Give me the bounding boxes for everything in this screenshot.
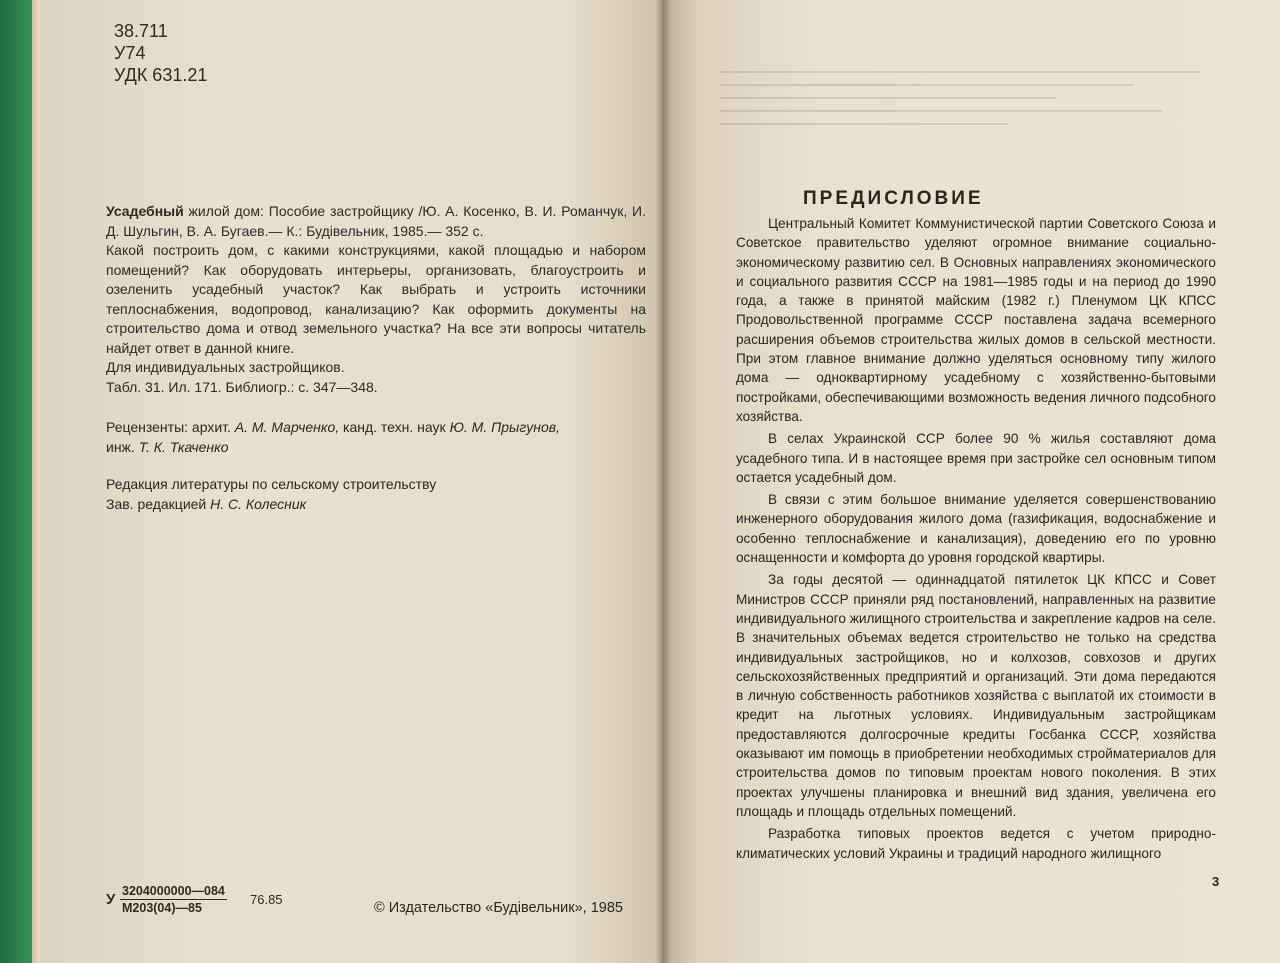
page-number: 3: [1212, 874, 1220, 889]
bibliographic-description: [106, 202, 646, 397]
index-code: 76.85: [250, 892, 283, 907]
reviewers-line-1: [106, 417, 646, 437]
show-through-text: [720, 60, 1200, 160]
foreword-paragraph-2: В селах Украинской ССР более 90 % жилья составляют дома усадебного типа. И в настоящее время при застройке сел основным типом остается усадебный дом.: [736, 431, 1216, 485]
editorial-office: Редакция литературы по сельскому строительству: [106, 476, 437, 492]
reviewers: [106, 417, 646, 457]
foreword-paragraph-1: Центральный Комитет Коммунистической партии Советского Союза и Советское правительство уделяют огромное внимание социально-экономическому развитию сел. В Основных направлениях экономического и социального развития СССР на 1981—1985 годы и на период до 1990 года, а также в принятой майским (1982 г.) Пленумом ЦК КПСС Продовольственной программе СССР поставлена задача всемерного расширения объемов строительства жилых домов в сельской местности. При этом главное внимание должно уделяться основному типу жилого дома — одноквартирному усадебному с хозяйственно-бытовыми постройками, обеспечивающими возможность ведения личного подсобного хозяйства.: [736, 216, 1216, 424]
bibliographic-title: [106, 202, 646, 241]
reviewer-name-3: Т. К. Ткаченко: [138, 439, 229, 455]
index-letter: У: [106, 891, 116, 908]
reviewers-mid: канд. техн. наук: [339, 419, 450, 435]
author-sign: У74: [114, 43, 146, 63]
audience: Для индивидуальных застройщиков.: [106, 359, 345, 375]
copyright: © Издательство «Будівельник», 1985: [374, 900, 623, 916]
bbk-code: 38.711: [114, 21, 168, 41]
annotation: Какой построить дом, с какими конструкциями, какой площадью и набором помещений? Как оборудовать интерьеры, организовать, благоустроить и озеленить усадебный участок? Как выбрать и устроить источники теплоснабжения, водопровод, канализацию? Как оформить документы на строительство дома и отвод земельного участка? На все эти вопросы читатель найдет ответ в данной книге.: [106, 242, 646, 356]
foreword-body: [736, 214, 1216, 866]
index-fraction: [120, 884, 227, 915]
reviewers-line-2: [106, 437, 646, 457]
reviewers-prefix: Рецензенты: архит.: [106, 419, 231, 435]
title-rest: жилой дом: Пособие застройщику /Ю. А. Косенко, В. И. Романчук, И. Д. Шульгин, В. А. Бугаев.— К.: Будівельник, 1985.— 352 с.: [106, 203, 646, 239]
editorial-head-prefix: Зав. редакцией: [106, 496, 211, 512]
index-numerator: 3204000000—084: [122, 884, 225, 898]
udk-code: УДК 631.21: [114, 65, 208, 85]
classification-codes: [114, 20, 207, 86]
editorial-info: [106, 474, 646, 514]
reviewer-name-1: А. М. Марченко,: [234, 419, 340, 435]
foreword-paragraph-3: В связи с этим большое внимание уделяется совершенствованию инженерного оборудования жилого дома (газификация, водоснабжение и особенно теплоснабжение и канализация), доведению его по уровню оснащенности и комфорта до уровня городской квартиры.: [736, 492, 1216, 566]
foreword-paragraph-5: Разработка типовых проектов ведется с учетом природно-климатических условий Украины и традиций народного жилищного: [736, 826, 1216, 861]
book-spine-shadow: [655, 0, 671, 963]
editorial-head: [106, 494, 646, 514]
editorial-head-name: Н. С. Колесник: [210, 496, 307, 512]
reviewer-name-2: Ю. М. Прыгунов,: [449, 419, 560, 435]
reviewers-line2-prefix: инж.: [106, 439, 139, 455]
title-bold: Усадебный: [106, 203, 184, 219]
index-denominator: М203(04)—85: [122, 901, 202, 915]
foreword-title: ПРЕДИСЛОВИЕ: [803, 188, 984, 209]
stats: Табл. 31. Ил. 171. Библиогр.: с. 347—348.: [106, 378, 378, 395]
foreword-paragraph-4: За годы десятой — одиннадцатой пятилеток ЦК КПСС и Совет Министров СССР приняли ряд постановлений, направленных на развитие индивидуального жилищного строительства и закрепление кадров на селе. В значительных объемах ведется строительство не только на средства индивидуальных застройщиков, но и колхозов, совхозов и других сельскохозяйственных предприятий и организаций. Эти дома передаются в личную собственность работников хозяйства с выплатой их стоимости в кредит на льготных условиях. Индивидуальным застройщикам предоставляются долгосрочные кредиты Госбанка СССР, хозяйства оказывают им помощь в приобретении необходимых стройматериалов для строительства домов по типовым проектам нового поколения. В этих проектах улучшены планировка и внешний вид здания, увеличена его площадь и площадь отдельных помещений.: [736, 572, 1216, 819]
